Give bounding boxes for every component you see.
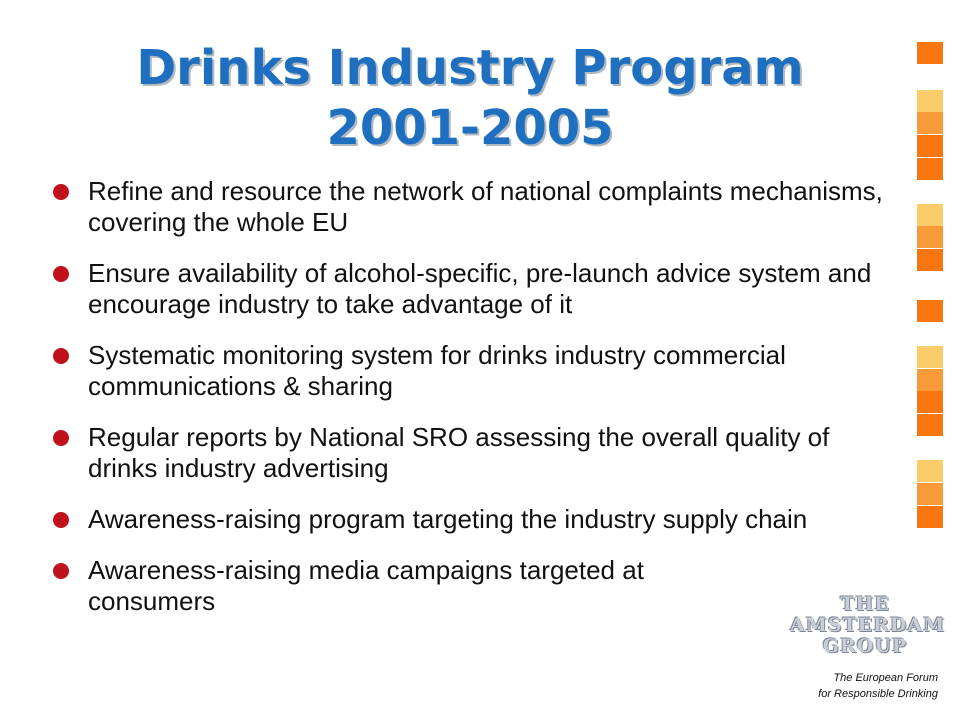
bullet-dot-icon	[53, 348, 69, 364]
bullet-item	[50, 422, 900, 484]
decorative-square	[917, 90, 943, 112]
bullet-list	[50, 176, 900, 637]
bullet-dot-icon	[53, 563, 69, 579]
tagline-line-2: for Responsible Drinking	[818, 688, 938, 700]
decorative-square	[917, 506, 943, 528]
bullet-item	[50, 555, 768, 617]
decorative-square	[917, 204, 943, 226]
bullet-text: Refine and resource the network of national complaints mechanisms, covering the whole EU	[88, 176, 883, 237]
decorative-square	[917, 226, 943, 248]
bullet-dot-icon	[53, 430, 69, 446]
logo-line-2: AMSTERDAM	[790, 614, 946, 636]
bullet-item	[50, 340, 900, 402]
decorative-square	[917, 391, 943, 413]
logo-line-3: GROUP	[822, 635, 908, 657]
bullet-text: Systematic monitoring system for drinks industry commercial communications & sharing	[88, 340, 786, 401]
decorative-square	[917, 112, 943, 134]
slide-title	[40, 38, 900, 158]
decorative-square	[917, 346, 943, 368]
bullet-item	[50, 258, 900, 320]
decorative-square	[917, 249, 943, 271]
bullet-item	[50, 176, 900, 238]
decorative-square	[917, 135, 943, 157]
title-line-2: 2001-2005	[326, 100, 614, 156]
logo-line-1: THE	[840, 593, 890, 615]
bullet-dot-icon	[53, 184, 69, 200]
decorative-square	[917, 414, 943, 436]
decorative-square	[917, 483, 943, 505]
decorative-square	[917, 369, 943, 391]
title-line-1: Drinks Industry Program	[136, 40, 804, 96]
bullet-item	[50, 504, 900, 535]
amsterdam-group-logo	[790, 593, 946, 657]
bullet-text: Awareness-raising program targeting the industry supply chain	[88, 504, 808, 534]
bullet-dot-icon	[53, 266, 69, 282]
bullet-dot-icon	[53, 512, 69, 528]
decorative-square	[917, 300, 943, 322]
decorative-square	[917, 158, 943, 180]
decorative-square	[917, 460, 943, 482]
bullet-text: Regular reports by National SRO assessing the overall quality of drinks industry advertising	[88, 422, 830, 483]
decorative-square	[917, 42, 943, 64]
tagline-line-1: The European Forum	[833, 672, 938, 684]
bullet-text: Ensure availability of alcohol-specific, pre-launch advice system and encourage industry to take advantage of it	[88, 258, 872, 319]
bullet-text: Awareness-raising media campaigns targeted at consumers	[88, 555, 644, 616]
